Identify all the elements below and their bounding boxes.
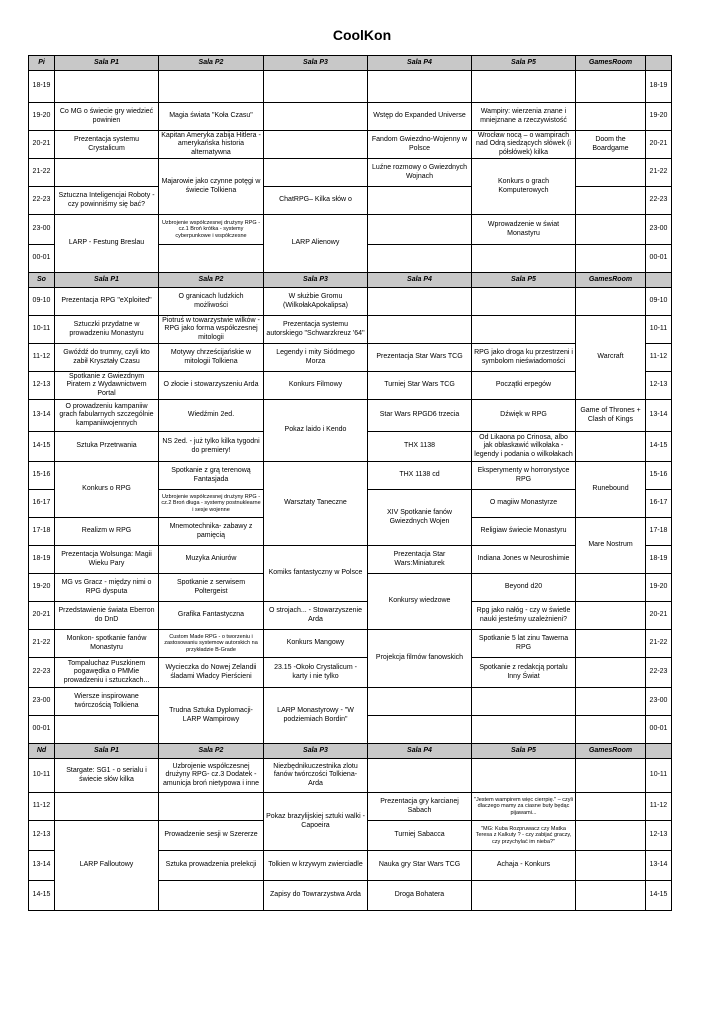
table-row — [29, 187, 672, 215]
session-cell — [576, 658, 646, 688]
session-cell: "MG: Kuba Rozpruwacz czy Matka Teresa z Kalkuty ? - czy zabijać graczy, czy przychylać im nieba?" — [472, 821, 576, 851]
session-cell: Zapisy do Towrarzystwa Arda — [264, 881, 368, 911]
session-cell — [55, 716, 159, 744]
session-cell: Turniej Sabacca — [368, 821, 472, 851]
table-row — [29, 400, 672, 432]
session-cell: Spotkanie z grą terenową Fantasjada — [159, 462, 264, 490]
session-cell: Prezentacja Star Wars TCG — [368, 344, 472, 372]
sunday-header-row — [29, 744, 672, 759]
time-cell: 10-11 — [29, 759, 55, 793]
session-cell: Custom Made RPG - o tworzeniu i zastosowaniu systemow autorskich na przykładzie B-Grade — [159, 630, 264, 658]
games-room-header: GamesRoom — [576, 56, 646, 71]
session-cell: "Jestem wampirem więc cierrpię." – czyli dlaczego mamy za ciasne buty będąc pijawami... — [472, 793, 576, 821]
table-row — [29, 658, 672, 688]
table-row — [29, 316, 672, 344]
time-cell: 17-18 — [29, 518, 55, 546]
time-cell: 20-21 — [29, 602, 55, 630]
session-cell — [576, 432, 646, 462]
time-cell: 23-00 — [646, 215, 672, 245]
session-cell — [472, 759, 576, 793]
session-cell — [368, 288, 472, 316]
time-cell: 23-00 — [29, 215, 55, 245]
table-row — [29, 103, 672, 131]
session-cell: Uzbrojenie współczesnej drużyny RPG - cz.2 Broń długa - systemy postnuklearne i sesje wojenne — [159, 490, 264, 518]
session-cell: W służbie Gromu (WilkołakApokalipsa) — [264, 288, 368, 316]
time-cell: 11-12 — [29, 344, 55, 372]
saturday-header-row — [29, 273, 672, 288]
session-cell: Przedstawienie świata Eberron do DnD — [55, 602, 159, 630]
session-cell: Runebound — [576, 462, 646, 518]
session-cell: O prowadzeniu kampaniiw grach fabularnych szczególnie kampaniiwojennych — [55, 400, 159, 432]
time-cell: 16-17 — [646, 490, 672, 518]
session-cell — [55, 793, 159, 821]
day-label-so: So — [29, 273, 55, 288]
session-cell: Wycieczka do Nowej Zelandii śladami Władcy Pierścieni — [159, 658, 264, 688]
session-cell: RPG jako droga ku przestrzeni i symbolom nieświadomości — [472, 344, 576, 372]
session-cell: Prezentacja systemu autorskiego "Schwarzkreuz '64" — [264, 316, 368, 344]
session-cell: O strojach... - Stowarzyszenie Arda — [264, 602, 368, 630]
games-room-header: GamesRoom — [576, 744, 646, 759]
session-cell — [264, 71, 368, 103]
session-cell: Beyond d20 — [472, 574, 576, 602]
session-cell: Rpg jako nałóg - czy w świetle nauki jesteśmy uzależnieni? — [472, 602, 576, 630]
session-cell: Konkurs o grach Komputerowych — [472, 159, 576, 215]
session-cell: Prezentacja systemu Crystalicum — [55, 131, 159, 159]
session-cell: Sztuka prowadzenia prelekcji — [159, 851, 264, 881]
time-cell: 18-19 — [646, 546, 672, 574]
schedule-table — [28, 55, 672, 911]
session-cell — [368, 759, 472, 793]
room-p4-header: Sala P4 — [368, 273, 472, 288]
table-row — [29, 630, 672, 658]
session-cell — [368, 688, 472, 716]
time-cell: 21-22 — [29, 159, 55, 187]
session-cell: Tompaluchaz Puszkinem pogawędka o PMMie prowadzeniu i sztuczkach... — [55, 658, 159, 688]
time-cell: 19-20 — [29, 574, 55, 602]
time-cell: 22-23 — [29, 658, 55, 688]
session-cell — [576, 574, 646, 602]
session-cell — [368, 245, 472, 273]
friday-header-row — [29, 56, 672, 71]
session-cell: Religiaw świecie Monastyru — [472, 518, 576, 546]
time-cell: 14-15 — [646, 881, 672, 911]
time-cell: 18-19 — [29, 546, 55, 574]
time-cell: 21-22 — [29, 630, 55, 658]
session-cell — [55, 159, 159, 187]
session-cell: Pokaz laido i Kendo — [264, 400, 368, 462]
time-cell: 14-15 — [29, 881, 55, 911]
session-cell: Prezentacja gry karcianej Sabach — [368, 793, 472, 821]
session-cell — [159, 793, 264, 821]
session-cell — [368, 71, 472, 103]
session-cell: Droga Bohatera — [368, 881, 472, 911]
session-cell — [576, 759, 646, 793]
session-cell — [55, 71, 159, 103]
session-cell: Sztuczna Inteligencjai Roboty - czy powinniśmy się bać? — [55, 187, 159, 215]
room-p4-header: Sala P4 — [368, 744, 472, 759]
time-cell: 22-23 — [646, 187, 672, 215]
time-cell: 00-01 — [29, 245, 55, 273]
session-cell: Projekcja filmów fanowskich — [368, 630, 472, 688]
time-cell: 10-11 — [29, 316, 55, 344]
room-p3-header: Sala P3 — [264, 744, 368, 759]
time-cell: 18-19 — [646, 71, 672, 103]
time-cell: 13-14 — [29, 851, 55, 881]
time-cell: 12-13 — [646, 372, 672, 400]
session-cell — [472, 316, 576, 344]
session-cell: Game of Thrones + Clash of Kings — [576, 400, 646, 432]
time-cell: 14-15 — [646, 432, 672, 462]
session-cell: Legendy i mity Siódmego Morza — [264, 344, 368, 372]
session-cell: THX 1138 — [368, 432, 472, 462]
room-p3-header: Sala P3 — [264, 273, 368, 288]
session-cell: LARP Falloutowy — [55, 821, 159, 911]
time-cell: 12-13 — [29, 372, 55, 400]
time-cell: 11-12 — [646, 344, 672, 372]
session-cell: O złocie i stowarzyszeniu Arda — [159, 372, 264, 400]
room-p3-header: Sala P3 — [264, 56, 368, 71]
session-cell: Co MG o świecie gry wiedzieć powinien — [55, 103, 159, 131]
table-row — [29, 288, 672, 316]
session-cell: 23.15 -Około Crystalicum - karty i nie tylko — [264, 658, 368, 688]
table-row — [29, 71, 672, 103]
time-cell: 14-15 — [29, 432, 55, 462]
time-cell: 15-16 — [29, 462, 55, 490]
table-row — [29, 344, 672, 372]
session-cell: Star Wars RPGD6 trzecia — [368, 400, 472, 432]
room-p5-header: Sala P5 — [472, 273, 576, 288]
session-cell — [368, 316, 472, 344]
time-cell: 20-21 — [646, 602, 672, 630]
session-cell: Konkursy wiedzowe — [368, 574, 472, 630]
header-spacer — [646, 273, 672, 288]
time-cell: 09-10 — [29, 288, 55, 316]
time-cell: 10-11 — [646, 316, 672, 344]
session-cell: Komiks fantastyczny w Polsce — [264, 546, 368, 602]
time-cell: 16-17 — [29, 490, 55, 518]
session-cell — [576, 716, 646, 744]
session-cell: Konkurs Filmowy — [264, 372, 368, 400]
time-cell: 21-22 — [646, 630, 672, 658]
session-cell: Piotruś w towarzystwie wilków - RPG jako forma współczesnej mitologii — [159, 316, 264, 344]
time-cell: 12-13 — [29, 821, 55, 851]
time-cell: 19-20 — [646, 103, 672, 131]
table-row — [29, 793, 672, 821]
time-cell: 09-10 — [646, 288, 672, 316]
time-cell: 23-00 — [29, 688, 55, 716]
session-cell: Motywy chrześcijańskie w mitologii Tolkiena — [159, 344, 264, 372]
time-cell: 13-14 — [646, 851, 672, 881]
session-cell: O granicach ludzkich możliwości — [159, 288, 264, 316]
session-cell: Sztuka Przetrwania — [55, 432, 159, 462]
session-cell: Niezbędnikuczestnika zlotu fanów twórczości Tolkiena- Arda — [264, 759, 368, 793]
session-cell — [368, 716, 472, 744]
session-cell: Spotkanie z serwisem Poltergeist — [159, 574, 264, 602]
time-cell: 10-11 — [646, 759, 672, 793]
session-cell: THX 1138 cd — [368, 462, 472, 490]
games-room-header: GamesRoom — [576, 273, 646, 288]
header-spacer — [646, 744, 672, 759]
session-cell — [264, 103, 368, 131]
session-cell: Spotkanie z Gwiezdnym Piratem z Wydawnictwem Portal — [55, 372, 159, 400]
session-cell: Turniej Star Wars TCG — [368, 372, 472, 400]
session-cell: Wiersze inspirowane twórczością Tolkiena — [55, 688, 159, 716]
time-cell: 00-01 — [646, 716, 672, 744]
session-cell: Luźne rozmowy o Gwiezdnych Wojnach — [368, 159, 472, 187]
session-cell: Wrocław nocą – o wampirach nad Odrą siedzących słówek (i półsłówek) kilka — [472, 131, 576, 159]
session-cell: Kapitan Ameryka zabija Hitlera - amerykańska historia alternatywna — [159, 131, 264, 159]
session-cell — [576, 688, 646, 716]
session-cell — [576, 793, 646, 821]
session-cell: MG vs Gracz - między nimi o RPG dysputa — [55, 574, 159, 602]
session-cell: Od Likaona po Crinosa, albo jak obłaskawić wilkołaka - legendy i podania o wilkołakach — [472, 432, 576, 462]
table-row — [29, 131, 672, 159]
session-cell — [368, 215, 472, 245]
time-cell: 00-01 — [646, 245, 672, 273]
session-cell — [159, 881, 264, 911]
time-cell: 22-23 — [29, 187, 55, 215]
session-cell: Spotkanie 5 lat zinu Tawerna RPG — [472, 630, 576, 658]
time-cell: 13-14 — [646, 400, 672, 432]
time-cell: 12-13 — [646, 821, 672, 851]
session-cell — [576, 288, 646, 316]
session-cell — [264, 159, 368, 187]
session-cell — [576, 602, 646, 630]
session-cell: O magiiw Monastyrze — [472, 490, 576, 518]
session-cell: Mare Nostrum — [576, 518, 646, 574]
time-cell: 15-16 — [646, 462, 672, 490]
session-cell: Trudna Sztuka Dyplomacji- LARP Wampirowy — [159, 688, 264, 744]
time-cell: 20-21 — [646, 131, 672, 159]
room-p4-header: Sala P4 — [368, 56, 472, 71]
time-cell: 00-01 — [29, 716, 55, 744]
session-cell: Pokaz brazylijskiej sztuki walki - Capoeira — [264, 793, 368, 851]
room-p2-header: Sala P2 — [159, 56, 264, 71]
table-row — [29, 602, 672, 630]
session-cell: Tolkien w krzywym zwierciadle — [264, 851, 368, 881]
session-cell: Achaja - Konkurs — [472, 851, 576, 881]
session-cell: Uzbrojenie współczesnej drużyny RPG- cz.3 Dodatek - amunicja broń nietypowa i inne — [159, 759, 264, 793]
time-cell: 11-12 — [646, 793, 672, 821]
session-cell: LARP Monastyrowy - "W podziemiach Bordin" — [264, 688, 368, 744]
day-label-nd: Nd — [29, 744, 55, 759]
session-cell — [576, 821, 646, 851]
time-cell: 19-20 — [646, 574, 672, 602]
time-cell: 11-12 — [29, 793, 55, 821]
session-cell: Doom the Boardgame — [576, 131, 646, 159]
table-row — [29, 372, 672, 400]
session-cell: Konkurs o RPG — [55, 462, 159, 518]
table-row — [29, 159, 672, 187]
table-row — [29, 215, 672, 245]
table-row — [29, 759, 672, 793]
room-p2-header: Sala P2 — [159, 744, 264, 759]
session-cell: Muzyka Aniurów — [159, 546, 264, 574]
session-cell — [576, 103, 646, 131]
time-cell: 19-20 — [29, 103, 55, 131]
page-title: CoolKon — [332, 27, 392, 43]
time-cell: 20-21 — [29, 131, 55, 159]
time-cell: 23-00 — [646, 688, 672, 716]
session-cell: Eksperymenty w horrorystyce RPG — [472, 462, 576, 490]
session-cell — [472, 716, 576, 744]
session-cell — [576, 187, 646, 215]
session-cell — [576, 851, 646, 881]
session-cell: Magia świata "Koła Czasu" — [159, 103, 264, 131]
session-cell: LARP Alienowy — [264, 215, 368, 273]
session-cell: Wampiry: wierzenia znane i mniejznane a rzeczywistość — [472, 103, 576, 131]
session-cell — [576, 71, 646, 103]
session-cell: Dźwięk w RPG — [472, 400, 576, 432]
session-cell — [472, 288, 576, 316]
session-cell: Warsztaty Taneczne — [264, 462, 368, 546]
session-cell — [576, 215, 646, 245]
session-cell: Wiedźmin 2ed. — [159, 400, 264, 432]
room-p1-header: Sala P1 — [55, 56, 159, 71]
session-cell — [576, 881, 646, 911]
session-cell: Majarowie jako czynne potęgi w świecie Tolkiena — [159, 159, 264, 215]
table-row — [29, 462, 672, 490]
session-cell — [264, 131, 368, 159]
session-cell: Wstęp do Expanded Universe — [368, 103, 472, 131]
session-cell — [472, 245, 576, 273]
session-cell: Prezentacja Star Wars:Miniaturek — [368, 546, 472, 574]
session-cell: Uzbrojenie współczesnej drużyny RPG - cz.1 Broń krótka - systemy cyberpunkowe i współczesne — [159, 215, 264, 245]
room-p1-header: Sala P1 — [55, 744, 159, 759]
session-cell: Mnemotechnika- zabawy z pamięcią — [159, 518, 264, 546]
session-cell: Monkon- spotkanie fanów Monastyru — [55, 630, 159, 658]
session-cell: XIV Spotkanie fanów Gwiezdnych Wojen — [368, 490, 472, 546]
session-cell: Sztuczki przydatne w prowadzeniu Monastyru — [55, 316, 159, 344]
table-row — [29, 546, 672, 574]
session-cell: Fandom Gwiezdno-Wojenny w Polsce — [368, 131, 472, 159]
session-cell — [368, 187, 472, 215]
session-cell: Spotkanie z redakcją portalu Inny Świat — [472, 658, 576, 688]
time-cell: 21-22 — [646, 159, 672, 187]
session-cell — [472, 688, 576, 716]
table-row — [29, 688, 672, 716]
session-cell — [472, 71, 576, 103]
day-label-pi: Pi — [29, 56, 55, 71]
session-cell: Gwóźdź do trumny, czyli kto zabił Kryształy Czasu — [55, 344, 159, 372]
room-p5-header: Sala P5 — [472, 744, 576, 759]
session-cell: Realizm w RPG — [55, 518, 159, 546]
session-cell: ChatRPG– Kilka słów o — [264, 187, 368, 215]
session-cell: Wprowadzenie w świat Monastyru — [472, 215, 576, 245]
session-cell: Warcraft — [576, 316, 646, 400]
session-cell: Konkurs Mangowy — [264, 630, 368, 658]
session-cell: LARP - Festung Breslau — [55, 215, 159, 273]
session-cell: NS 2ed. - już tylko kilka tygodni do premiery! — [159, 432, 264, 462]
session-cell — [576, 159, 646, 187]
time-cell: 22-23 — [646, 658, 672, 688]
room-p1-header: Sala P1 — [55, 273, 159, 288]
header-spacer — [646, 56, 672, 71]
time-cell: 13-14 — [29, 400, 55, 432]
session-cell: Prowadzenie sesji w Szererze — [159, 821, 264, 851]
session-cell: Nauka gry Star Wars TCG — [368, 851, 472, 881]
session-cell: Prezentacja RPG "eXploited" — [55, 288, 159, 316]
time-cell: 17-18 — [646, 518, 672, 546]
time-cell: 18-19 — [29, 71, 55, 103]
session-cell: Początki erpegów — [472, 372, 576, 400]
session-cell: Prezentacja Wolsunga: Magii Wieku Pary — [55, 546, 159, 574]
session-cell — [159, 71, 264, 103]
session-cell: Stargate: SG1 - o serialu i świecie słów kilka — [55, 759, 159, 793]
session-cell — [576, 245, 646, 273]
room-p2-header: Sala P2 — [159, 273, 264, 288]
session-cell — [472, 881, 576, 911]
session-cell — [576, 630, 646, 658]
session-cell: Grafika Fantastyczna — [159, 602, 264, 630]
session-cell — [159, 245, 264, 273]
room-p5-header: Sala P5 — [472, 56, 576, 71]
session-cell: Indiana Jones w Neuroshimie — [472, 546, 576, 574]
